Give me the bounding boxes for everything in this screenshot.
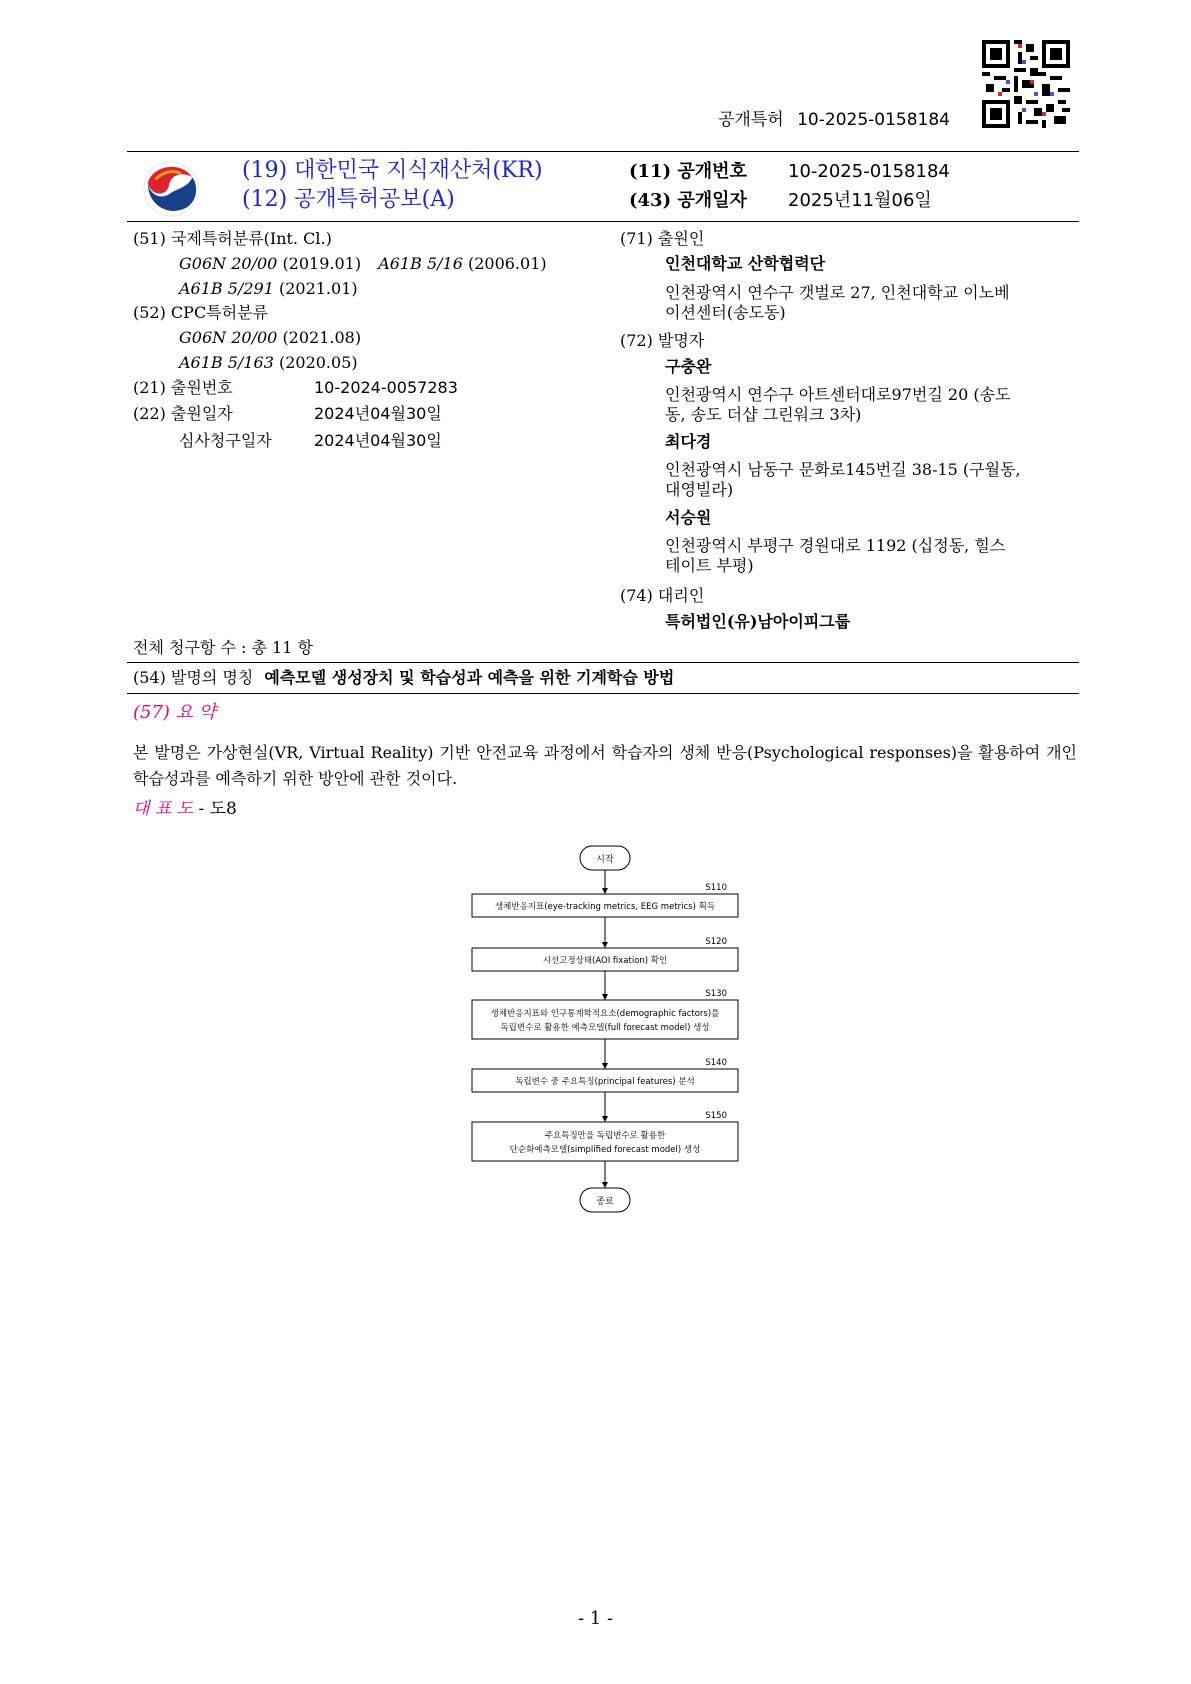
step-id: S150 bbox=[705, 1111, 727, 1121]
exam-label: 심사청구일자 bbox=[179, 431, 272, 450]
flow-end-label: 종료 bbox=[596, 1197, 614, 1207]
inventor-name: 서승원 bbox=[665, 508, 712, 527]
header-gazette: (12) 공개특허공보(A) bbox=[242, 187, 455, 212]
pub-no-label: (11) 공개번호 bbox=[629, 161, 747, 182]
rule-title-bottom bbox=[127, 693, 1079, 694]
flow-step-s120 bbox=[472, 948, 738, 971]
ipc-line-2 bbox=[179, 279, 358, 299]
agent-label: (74) 대리인 bbox=[620, 586, 705, 605]
flow-end bbox=[580, 1188, 630, 1212]
step-text: 주요특징만을 독립변수로 활용한 bbox=[544, 1131, 666, 1141]
cpc-label: (52) CPC특허분류 bbox=[133, 303, 269, 322]
inventor-addr-1: 인천광역시 남동구 문화로145번길 38-15 (구월동, bbox=[665, 460, 1021, 479]
taegeuk-logo-icon bbox=[142, 160, 200, 218]
step-text: 독립변수 중 주요특징(principal features) 분석 bbox=[515, 1077, 695, 1087]
ipc-code: A61B 5/291 bbox=[179, 279, 274, 298]
ipc-label: (51) 국제특허분류(Int. Cl.) bbox=[133, 229, 332, 248]
ipc-date: (2021.01) bbox=[278, 279, 358, 298]
inventor-name: 최다경 bbox=[665, 432, 712, 451]
cpc-date: (2021.08) bbox=[282, 328, 362, 347]
page-number: - 1 - bbox=[577, 1608, 614, 1629]
representative-figure-value: - 도8 bbox=[198, 799, 237, 819]
invention-title-label: (54) 발명의 명칭 bbox=[133, 668, 254, 687]
applicant-label: (71) 출원인 bbox=[620, 229, 705, 248]
header-office: (19) 대한민국 지식재산처(KR) bbox=[242, 158, 543, 183]
invention-title-text: 예측모델 생성장치 및 학습성과 예측을 위한 기계학습 방법 bbox=[264, 668, 675, 687]
cpc-line-1 bbox=[179, 328, 361, 348]
rule-top bbox=[127, 151, 1079, 152]
app-no-label: (21) 출원번호 bbox=[133, 378, 233, 397]
agent-name: 특허법인(유)남아이피그룹 bbox=[665, 612, 851, 631]
pub-date: 2025년11월06일 bbox=[788, 190, 932, 211]
flow-step-s130 bbox=[472, 1000, 738, 1039]
pub-date-label: (43) 공개일자 bbox=[629, 190, 747, 211]
representative-figure bbox=[133, 799, 237, 819]
step-id: S130 bbox=[705, 989, 727, 999]
ipc-code: G06N 20/00 bbox=[179, 254, 278, 273]
applicant-addr-1: 인천광역시 연수구 갯벌로 27, 인천대학교 이노베 bbox=[665, 283, 1010, 302]
cpc-code: G06N 20/00 bbox=[179, 328, 278, 347]
flow-start bbox=[580, 846, 630, 870]
claims-count: 전체 청구항 수 : 총 11 항 bbox=[133, 638, 313, 657]
step-text: 생체반응지표와 인구통계학적요소(demographic factors)를 bbox=[490, 1009, 720, 1019]
doc-number: 10-2025-0158184 bbox=[797, 110, 950, 130]
pub-no: 10-2025-0158184 bbox=[788, 161, 950, 182]
applicant-addr-2: 이션센터(송도동) bbox=[665, 303, 786, 322]
ipc-date: (2006.01) bbox=[467, 254, 547, 273]
app-date: 2024년04월30일 bbox=[314, 404, 442, 423]
cpc-date: (2020.05) bbox=[278, 353, 358, 372]
inventor-label: (72) 발명자 bbox=[620, 331, 705, 350]
step-id: S120 bbox=[705, 937, 727, 947]
ipc-line-1 bbox=[179, 254, 547, 274]
rule-header bbox=[127, 221, 1079, 222]
inventor-addr-2: 테이트 부평) bbox=[665, 556, 754, 575]
inventor-addr-2: 동, 송도 더샵 그린워크 3차) bbox=[665, 405, 862, 424]
qr-code-icon bbox=[982, 40, 1070, 128]
abstract-text: 본 발명은 가상현실(VR, Virtual Reality) 기반 안전교육 과정에서 학습자의 생체 반응(Psychological responses)을 활용하여 개인 학습성과를 예측하기 위한 방안에 관한 것이다. bbox=[133, 743, 1077, 788]
flow-start-label: 시작 bbox=[596, 855, 614, 865]
cpc-line-2 bbox=[179, 353, 358, 373]
abstract-label: (57) 요 약 bbox=[133, 702, 217, 723]
cpc-code: A61B 5/163 bbox=[179, 353, 274, 372]
step-text: 단순화예측모델(simplified forecast model) 생성 bbox=[509, 1145, 701, 1155]
rule-title-top bbox=[127, 662, 1079, 663]
ipc-date: (2019.01) bbox=[282, 254, 362, 273]
invention-title bbox=[133, 668, 674, 688]
flow-step-s140 bbox=[472, 1069, 738, 1092]
applicant-name: 인천대학교 산학협력단 bbox=[665, 254, 826, 273]
flow-step-s110 bbox=[472, 894, 738, 917]
app-date-label: (22) 출원일자 bbox=[133, 404, 233, 423]
exam-date: 2024년04월30일 bbox=[314, 431, 442, 450]
inventor-addr-1: 인천광역시 연수구 아트센터대로97번길 20 (송도 bbox=[665, 385, 1011, 404]
inventor-name: 구충완 bbox=[665, 357, 712, 376]
flowchart bbox=[470, 844, 740, 1234]
doc-type: 공개특허 bbox=[718, 110, 784, 130]
step-text: 시선고정상태(AOI fixation) 확인 bbox=[542, 956, 668, 966]
flow-step-s150 bbox=[472, 1122, 738, 1161]
app-no: 10-2024-0057283 bbox=[314, 378, 458, 397]
inventor-addr-2: 대영빌라) bbox=[665, 480, 734, 499]
doc-type-number bbox=[718, 110, 950, 130]
step-id: S140 bbox=[705, 1058, 727, 1068]
representative-figure-label: 대 표 도 bbox=[133, 799, 194, 819]
step-id: S110 bbox=[705, 883, 727, 893]
step-text: 생체반응지표(eye-tracking metrics, EEG metrics) 획득 bbox=[494, 902, 716, 912]
ipc-code: A61B 5/16 bbox=[378, 254, 463, 273]
inventor-addr-1: 인천광역시 부평구 경원대로 1192 (십정동, 힐스 bbox=[665, 536, 1006, 555]
step-text: 독립변수로 활용한 예측모델(full forecast model) 생성 bbox=[500, 1023, 710, 1033]
